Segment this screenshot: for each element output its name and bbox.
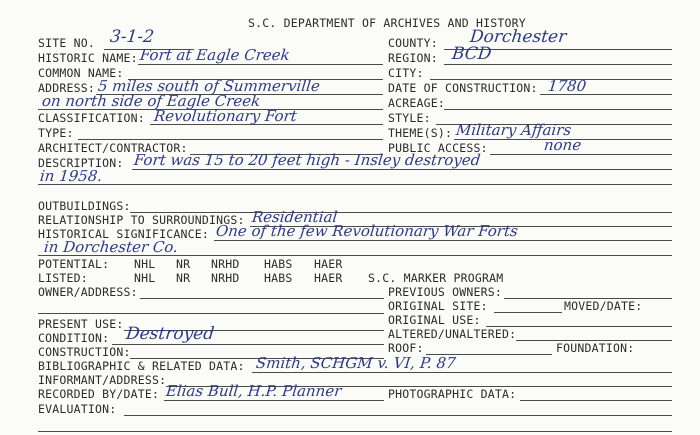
region-line [444, 64, 672, 65]
recorded-value: Elias Bull, H.P. Planner [165, 382, 343, 400]
listed-nr: NR [176, 271, 191, 285]
significance-value-1: One of the few Revolutionary War Forts [215, 222, 519, 240]
historic-name-value: Fort at Eagle Creek [139, 46, 291, 64]
architect-label: ARCHITECT/CONTRACTOR: [38, 141, 188, 155]
potential-haer: HAER [314, 257, 343, 271]
historic-name-line [138, 64, 383, 65]
description-line-2 [38, 184, 672, 185]
significance-value-2: in Dorchester Co. [43, 238, 179, 256]
site-no-value: 3-1-2 [108, 27, 155, 47]
city-label: CITY: [388, 66, 424, 80]
common-name-label: COMMON NAME: [38, 66, 124, 80]
address-label: ADDRESS: [38, 81, 95, 95]
original-site-label: ORIGINAL SITE: [388, 299, 488, 313]
style-label: STYLE: [388, 111, 431, 125]
construction-label: CONSTRUCTION: [38, 345, 131, 359]
date-construction-label: DATE OF CONSTRUCTION: [388, 81, 538, 95]
condition-label: CONDITION: [38, 331, 110, 345]
listed-label: LISTED: [38, 271, 88, 285]
listed-habs: HABS [264, 271, 293, 285]
moved-date-label: MOVED/DATE: [564, 299, 643, 313]
evaluation-label: EVALUATION: [38, 402, 117, 416]
evaluation-line [124, 415, 672, 416]
owner-line [140, 298, 384, 299]
original-use-label: ORIGINAL USE: [388, 313, 481, 327]
condition-value: Destroyed [124, 324, 216, 344]
photographic-line [520, 400, 672, 401]
potential-nrhd: NRHD [211, 257, 240, 271]
acreage-label: ACREAGE: [388, 96, 445, 110]
potential-habs: HABS [264, 257, 293, 271]
relationship-value: Residential [251, 208, 339, 226]
themes-value: Military Affairs [455, 121, 573, 139]
informant-label: INFORMANT/ADDRESS: [38, 373, 167, 387]
acreage-line [444, 109, 672, 110]
listed-haer: HAER [314, 271, 343, 285]
description-value-1: Fort was 15 to 20 feet high - Insley destroyed [133, 151, 482, 169]
present-use-label: PRESENT USE: [38, 317, 124, 331]
classification-label: CLASSIFICATION: [38, 111, 145, 125]
public-access-label: PUBLIC ACCESS: [388, 141, 488, 155]
biblio-value: Smith, SCHGM v. VI, P. 87 [255, 354, 457, 372]
type-label: TYPE: [38, 126, 74, 140]
foundation-label: FOUNDATION: [556, 341, 635, 355]
owner-line-2 [38, 313, 384, 314]
altered-label: ALTERED/UNALTERED: [388, 327, 517, 341]
description-label: DESCRIPTION: [38, 156, 124, 170]
site-no-label: SITE NO. [38, 36, 95, 50]
significance-line-1 [214, 240, 672, 241]
previous-owners-label: PREVIOUS OWNERS: [388, 285, 502, 299]
county-value: Dorchester [468, 27, 568, 47]
description-value-2: in 1958. [39, 167, 104, 185]
photographic-label: PHOTOGRAPHIC DATA: [388, 387, 517, 401]
potential-nhl: NHL [134, 257, 156, 271]
date-construction-value: 1780 [547, 77, 588, 95]
public-access-value: none [543, 136, 583, 154]
listed-nhl: NHL [134, 271, 156, 285]
type-line [78, 139, 383, 140]
owner-label: OWNER/ADDRESS: [38, 285, 138, 299]
address-value-2: on north side of Eagle Creek [41, 92, 262, 110]
listed-nrhd: NRHD [211, 271, 240, 285]
potential-label: POTENTIAL: [38, 257, 110, 271]
roof-label: ROOF: [388, 341, 424, 355]
public-access-line [490, 154, 672, 155]
potential-nr: NR [176, 257, 191, 271]
region-label: REGION: [388, 51, 438, 65]
county-label: COUNTY: [388, 36, 438, 50]
condition-line [112, 344, 384, 345]
form-title: S.C. DEPARTMENT OF ARCHIVES AND HISTORY [248, 16, 526, 30]
significance-label: HISTORICAL SIGNIFICANCE: [38, 227, 209, 241]
relationship-label: RELATIONSHIP TO SURROUNDINGS: [38, 213, 245, 227]
description-line-1 [132, 169, 672, 170]
recorded-line [164, 400, 384, 401]
themes-label: THEME(S): [388, 126, 453, 140]
classification-value: Revolutionary Fort [153, 107, 298, 125]
original-site-line [494, 312, 562, 313]
marker-program-label: S.C. MARKER PROGRAM [368, 271, 504, 285]
bottom-line [38, 431, 672, 432]
address-value-1: 5 miles south of Summerville [97, 77, 321, 95]
historic-name-label: HISTORIC NAME: [38, 51, 138, 65]
biblio-label: BIBLIOGRAPHIC & RELATED DATA: [38, 359, 245, 373]
recorded-label: RECORDED BY/DATE: [38, 387, 160, 401]
outbuildings-label: OUTBUILDINGS: [38, 199, 131, 213]
region-value: BCD [450, 44, 493, 64]
biblio-line [252, 372, 672, 373]
